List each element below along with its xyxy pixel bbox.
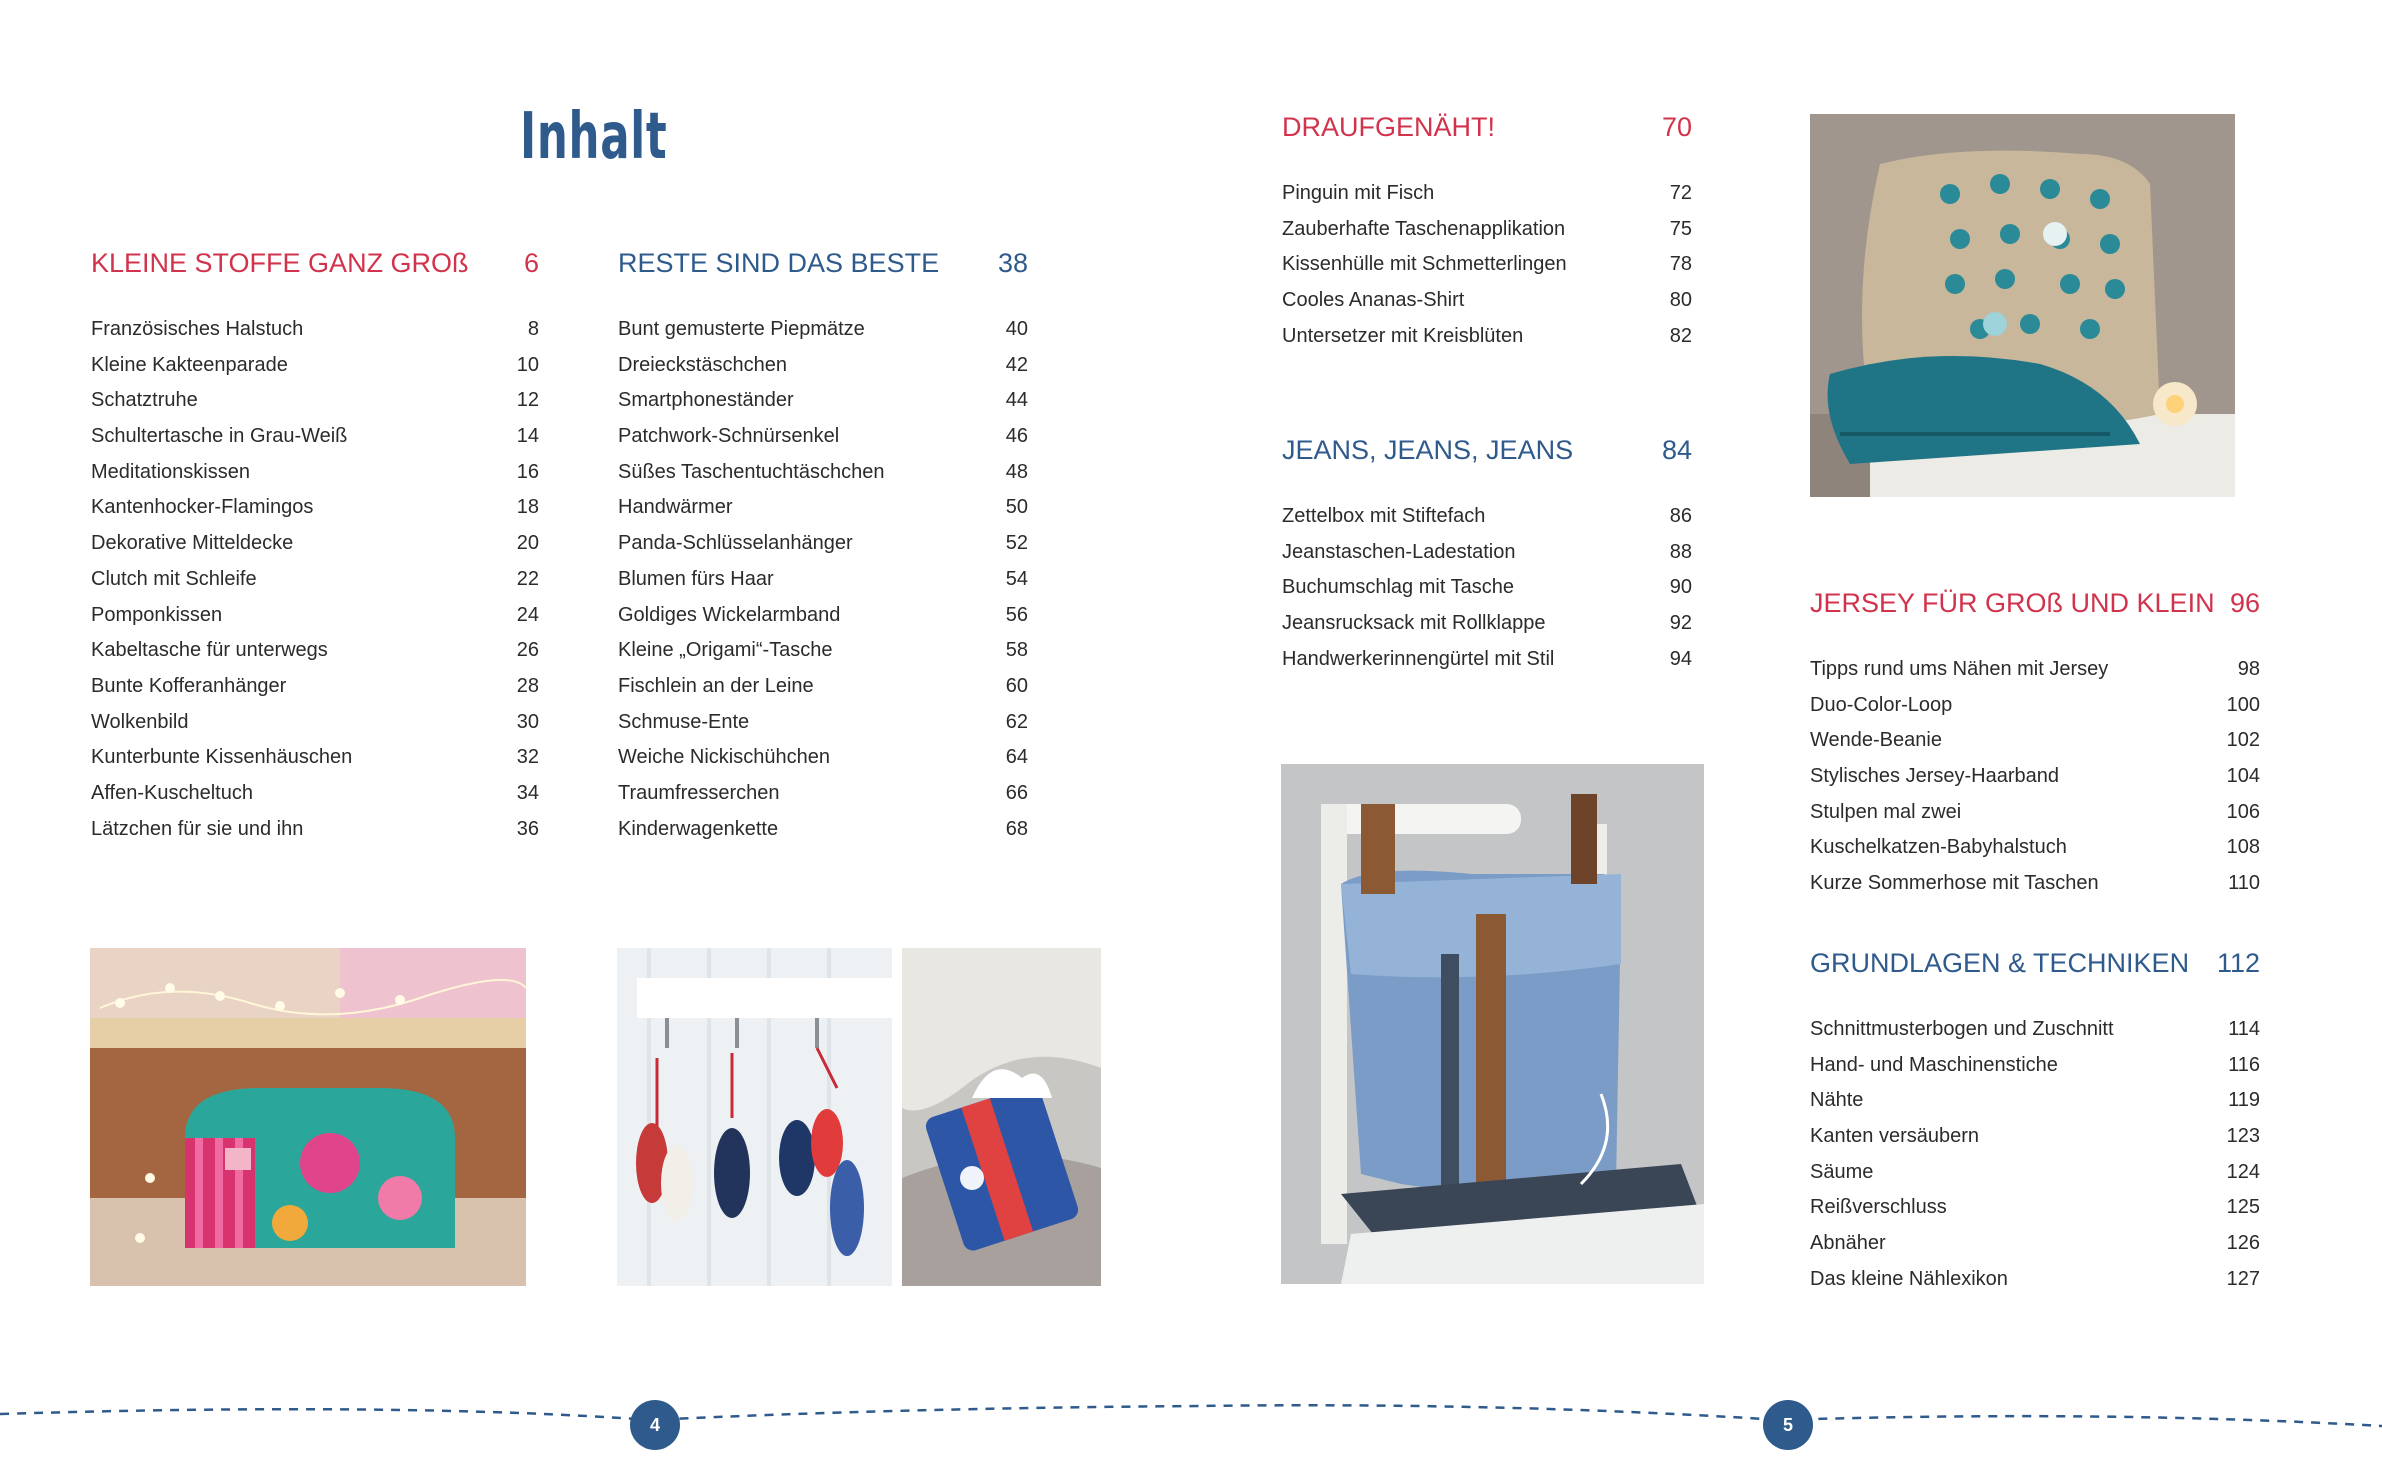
- toc-section-jeans: [1282, 435, 1692, 683]
- entry-title: Französisches Halstuch: [91, 318, 304, 340]
- toc-entry[interactable]: [1282, 505, 1692, 541]
- entry-page: 66: [1005, 781, 1028, 804]
- toc-entry[interactable]: [1810, 836, 2260, 872]
- entry-page: 108: [2226, 836, 2260, 859]
- section-header: [1810, 588, 2260, 644]
- toc-entry[interactable]: [618, 782, 1028, 818]
- page-number-right: 5: [1763, 1400, 1813, 1450]
- entry-page: 58: [1005, 639, 1028, 662]
- entry-title: Das kleine Nählexikon: [1810, 1267, 2008, 1290]
- entry-title: Schultertasche in Grau-Weiß: [91, 425, 348, 448]
- entry-title: Kinderwagenkette: [618, 817, 779, 840]
- page-title: Inhalt: [520, 100, 668, 174]
- entry-page: 82: [1669, 324, 1692, 347]
- entry-title: Lätzchen für sie und ihn: [91, 817, 304, 840]
- entry-title: Dreieckstäschchen: [618, 353, 787, 376]
- entry-page: 102: [2226, 729, 2260, 752]
- toc-entry[interactable]: [618, 639, 1028, 675]
- entry-title: Zauberhafte Taschenapplikation: [1282, 217, 1566, 240]
- entry-title: Kunterbunte Kissenhäuschen: [91, 746, 353, 769]
- section-header: [1810, 948, 2260, 1004]
- entry-title: Duo-Color-Loop: [1810, 693, 1953, 716]
- toc-entry[interactable]: [1282, 541, 1692, 577]
- entry-title: Reißverschluss: [1810, 1196, 1947, 1219]
- entry-page: 106: [2226, 800, 2260, 823]
- toc-entry[interactable]: [91, 318, 539, 354]
- entry-title: Kleine „Origami“-Tasche: [618, 639, 833, 662]
- toc-entry[interactable]: [618, 318, 1028, 354]
- entry-page: 40: [1005, 318, 1028, 340]
- toc-entry[interactable]: [618, 532, 1028, 568]
- toc-entry[interactable]: [1282, 218, 1692, 254]
- entry-page: 62: [1005, 710, 1028, 733]
- entry-page: 52: [1005, 532, 1028, 555]
- entry-title: Wende-Beanie: [1810, 729, 1942, 752]
- section-header: [1282, 112, 1692, 168]
- toc-entry[interactable]: [91, 425, 539, 461]
- entry-page: 60: [1005, 674, 1028, 697]
- section-page: 84: [1661, 435, 1692, 465]
- toc-entry[interactable]: [91, 568, 539, 604]
- entry-title: Goldiges Wickelarmband: [618, 603, 841, 626]
- entry-page: 68: [1005, 817, 1028, 840]
- entry-page: 46: [1005, 425, 1028, 448]
- entry-title: Panda-Schlüsselanhänger: [618, 532, 853, 555]
- entry-title: Meditationskissen: [91, 460, 250, 483]
- toc-entry[interactable]: [91, 354, 539, 390]
- entry-list: [1282, 505, 1692, 683]
- entry-page: 86: [1669, 505, 1692, 527]
- entry-page: 12: [516, 389, 539, 412]
- entry-title: Pomponkissen: [91, 603, 223, 626]
- entry-title: Wolkenbild: [91, 710, 189, 733]
- toc-entry[interactable]: [1282, 325, 1692, 361]
- entry-title: Fischlein an der Leine: [618, 674, 814, 697]
- toc-entry[interactable]: [1810, 1054, 2260, 1090]
- entry-title: Schnittmusterbogen und Zuschnitt: [1810, 1018, 2114, 1040]
- toc-entry[interactable]: [618, 354, 1028, 390]
- entry-page: 119: [2228, 1089, 2260, 1112]
- entry-list: [1282, 182, 1692, 360]
- toc-entry[interactable]: [1810, 1125, 2260, 1161]
- entry-title: Dekorative Mitteldecke: [91, 532, 294, 555]
- toc-section-jersey: [1810, 588, 2260, 908]
- entry-page: 92: [1669, 612, 1692, 635]
- entry-page: 28: [516, 674, 539, 697]
- entry-page: 42: [1005, 353, 1028, 376]
- section-page: 38: [997, 248, 1028, 278]
- entry-page: 10: [516, 353, 539, 376]
- toc-entry[interactable]: [618, 746, 1028, 782]
- entry-page: 98: [2237, 658, 2260, 680]
- entry-page: 127: [2226, 1267, 2260, 1290]
- entry-page: 64: [1005, 746, 1028, 769]
- toc-entry[interactable]: [1810, 658, 2260, 694]
- entry-page: 24: [516, 603, 539, 626]
- toc-entry[interactable]: [1282, 576, 1692, 612]
- entry-title: Smartphoneständer: [618, 389, 794, 412]
- section-header: [1282, 435, 1692, 491]
- toc-entry[interactable]: [91, 746, 539, 782]
- entry-title: Süßes Taschentuchtäschchen: [618, 460, 885, 483]
- toc-entry[interactable]: [1282, 612, 1692, 648]
- page-number-left: 4: [630, 1400, 680, 1450]
- entry-title: Cooles Ananas-Shirt: [1282, 289, 1465, 312]
- entry-title: Säume: [1810, 1160, 1874, 1183]
- entry-title: Schmuse-Ente: [618, 710, 750, 733]
- entry-page: 44: [1005, 389, 1028, 412]
- toc-entry[interactable]: [1810, 1232, 2260, 1268]
- toc-entry[interactable]: [1810, 694, 2260, 730]
- entry-title: Kissenhülle mit Schmetterlingen: [1282, 253, 1567, 276]
- toc-entry[interactable]: [91, 639, 539, 675]
- entry-page: 20: [516, 532, 539, 555]
- section-title[interactable]: KLEINE STOFFE GANZ GROß: [91, 248, 469, 278]
- toc-entry[interactable]: [1810, 729, 2260, 765]
- toc-entry[interactable]: [618, 496, 1028, 532]
- section-page: 6: [523, 248, 539, 278]
- entry-title: Patchwork-Schnürsenkel: [618, 425, 840, 448]
- toc-entry[interactable]: [1810, 872, 2260, 908]
- toc-entry[interactable]: [618, 818, 1028, 854]
- entry-page: 116: [2228, 1053, 2260, 1076]
- toc-entry[interactable]: [618, 461, 1028, 497]
- toc-entry[interactable]: [91, 389, 539, 425]
- entry-page: 104: [2226, 765, 2260, 788]
- section-page: 96: [2229, 588, 2260, 618]
- toc-entry[interactable]: [618, 604, 1028, 640]
- entry-title: Schatztruhe: [91, 389, 198, 412]
- section-header: [618, 248, 1028, 304]
- entry-title: Zettelbox mit Stiftefach: [1282, 505, 1486, 527]
- entry-list: [618, 318, 1028, 853]
- entry-title: Untersetzer mit Kreisblüten: [1282, 324, 1524, 347]
- entry-page: 114: [2228, 1018, 2260, 1040]
- toc-entry[interactable]: [618, 675, 1028, 711]
- entry-page: 16: [516, 460, 539, 483]
- photo-treasure-chest: [90, 948, 526, 1286]
- toc-entry[interactable]: [91, 818, 539, 854]
- entry-page: 26: [516, 639, 539, 662]
- entry-title: Handwerkerinnengürtel mit Stil: [1282, 647, 1555, 670]
- toc-section-reste: [618, 248, 1028, 853]
- entry-title: Kurze Sommerhose mit Taschen: [1810, 872, 2099, 895]
- entry-title: Tipps rund ums Nähen mit Jersey: [1810, 658, 2109, 680]
- entry-title: Jeanstaschen-Ladestation: [1282, 540, 1516, 563]
- toc-entry[interactable]: [1282, 648, 1692, 684]
- toc-section-kleine-stoffe: [91, 248, 539, 853]
- entry-title: Clutch mit Schleife: [91, 567, 257, 590]
- entry-list: [91, 318, 539, 853]
- entry-title: Bunt gemusterte Piepmätze: [618, 318, 865, 340]
- entry-page: 72: [1669, 182, 1692, 204]
- entry-list: [1810, 1018, 2260, 1304]
- toc-entry[interactable]: [91, 461, 539, 497]
- toc-entry[interactable]: [91, 782, 539, 818]
- entry-list: [1810, 658, 2260, 908]
- photo-fish-keychains: [617, 948, 892, 1286]
- entry-title: Kuschelkatzen-Babyhalstuch: [1810, 836, 2067, 859]
- entry-title: Buchumschlag mit Tasche: [1282, 576, 1514, 599]
- entry-title: Stulpen mal zwei: [1810, 800, 1962, 823]
- entry-page: 56: [1005, 603, 1028, 626]
- section-page: 112: [2216, 948, 2260, 978]
- toc-entry[interactable]: [1282, 289, 1692, 325]
- entry-title: Pinguin mit Fisch: [1282, 182, 1435, 204]
- entry-page: 78: [1669, 253, 1692, 276]
- section-title[interactable]: DRAUFGENÄHT!: [1282, 112, 1496, 142]
- entry-title: Kanten versäubern: [1810, 1125, 1980, 1148]
- toc-entry[interactable]: [91, 532, 539, 568]
- entry-title: Kabeltasche für unterwegs: [91, 639, 328, 662]
- toc-entry[interactable]: [618, 568, 1028, 604]
- toc-entry[interactable]: [618, 389, 1028, 425]
- toc-entry[interactable]: [1282, 253, 1692, 289]
- entry-page: 18: [516, 496, 539, 519]
- entry-page: 54: [1005, 567, 1028, 590]
- toc-entry[interactable]: [1282, 182, 1692, 218]
- entry-page: 124: [2226, 1160, 2260, 1183]
- toc-entry[interactable]: [1810, 765, 2260, 801]
- entry-page: 14: [516, 425, 539, 448]
- section-title[interactable]: GRUNDLAGEN & TECHNIKEN: [1810, 948, 2190, 978]
- photo-butterfly-cushion: [1810, 114, 2235, 497]
- entry-title: Blumen fürs Haar: [618, 567, 774, 590]
- toc-entry[interactable]: [1810, 1268, 2260, 1304]
- entry-page: 30: [516, 710, 539, 733]
- entry-page: 100: [2226, 693, 2260, 716]
- entry-title: Affen-Kuscheltuch: [91, 781, 253, 804]
- entry-title: Bunte Kofferanhänger: [91, 674, 287, 697]
- toc-entry[interactable]: [1810, 1161, 2260, 1197]
- entry-title: Abnäher: [1810, 1232, 1886, 1255]
- photo-tissue-pouch: [902, 948, 1101, 1286]
- entry-title: Kantenhocker-Flamingos: [91, 496, 314, 519]
- entry-page: 75: [1669, 217, 1692, 240]
- section-title[interactable]: RESTE SIND DAS BESTE: [618, 248, 940, 278]
- photo-jeans-backpack: [1281, 764, 1704, 1284]
- section-title[interactable]: JEANS, JEANS, JEANS: [1282, 435, 1574, 465]
- entry-title: Jeansrucksack mit Rollklappe: [1282, 612, 1546, 635]
- entry-page: 22: [516, 567, 539, 590]
- entry-page: 80: [1669, 289, 1692, 312]
- toc-section-draufgenaeht: [1282, 112, 1692, 360]
- entry-page: 110: [2228, 872, 2260, 895]
- toc-section-grundlagen: [1810, 948, 2260, 1304]
- entry-title: Stylisches Jersey-Haarband: [1810, 765, 2059, 788]
- toc-entry[interactable]: [618, 711, 1028, 747]
- toc-entry[interactable]: [1810, 801, 2260, 837]
- toc-entry[interactable]: [91, 496, 539, 532]
- toc-entry[interactable]: [91, 711, 539, 747]
- entry-page: 36: [516, 817, 539, 840]
- entry-title: Traumfresserchen: [618, 781, 780, 804]
- entry-page: 126: [2226, 1232, 2260, 1255]
- entry-page: 32: [516, 746, 539, 769]
- toc-entry[interactable]: [91, 604, 539, 640]
- entry-page: 50: [1005, 496, 1028, 519]
- entry-title: Hand- und Maschinenstiche: [1810, 1053, 2058, 1076]
- entry-title: Handwärmer: [618, 496, 733, 519]
- entry-title: Kleine Kakteenparade: [91, 353, 288, 376]
- toc-entry[interactable]: [91, 675, 539, 711]
- footer-dashed-line: [0, 1380, 2382, 1440]
- entry-page: 48: [1005, 460, 1028, 483]
- section-title[interactable]: JERSEY FÜR GROß UND KLEIN: [1810, 588, 2215, 618]
- entry-page: 88: [1669, 540, 1692, 563]
- entry-page: 34: [516, 781, 539, 804]
- toc-entry[interactable]: [1810, 1089, 2260, 1125]
- entry-page: 90: [1669, 576, 1692, 599]
- entry-page: 8: [527, 318, 539, 340]
- toc-entry[interactable]: [618, 425, 1028, 461]
- entry-page: 125: [2226, 1196, 2260, 1219]
- toc-entry[interactable]: [1810, 1018, 2260, 1054]
- entry-page: 94: [1669, 647, 1692, 670]
- entry-title: Weiche Nickischühchen: [618, 746, 830, 769]
- toc-entry[interactable]: [1810, 1196, 2260, 1232]
- entry-title: Nähte: [1810, 1089, 1864, 1112]
- section-page: 70: [1661, 112, 1692, 142]
- entry-page: 123: [2226, 1125, 2260, 1148]
- section-header: [91, 248, 539, 304]
